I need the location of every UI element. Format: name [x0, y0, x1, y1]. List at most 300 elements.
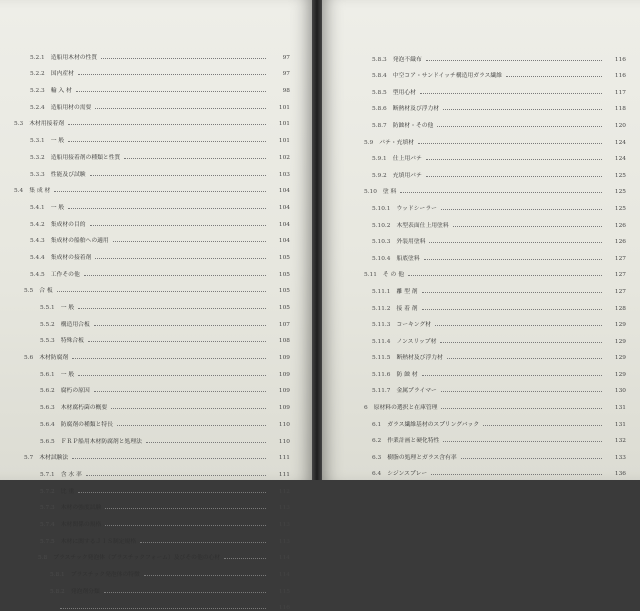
toc-entry-number: 5.7.1 [40, 471, 55, 478]
toc-leader-dots [78, 308, 266, 309]
toc-entry-number: 5.6.3 [40, 405, 55, 412]
toc-entry [0, 478, 312, 495]
toc-entry-page: 136 [614, 471, 626, 478]
toc-entry-page: 97 [282, 71, 290, 78]
toc-entry [0, 77, 312, 94]
toc-entry-title: 塗 料 [382, 189, 397, 196]
toc-entry-number: 5.4.2 [30, 221, 45, 228]
toc-entry [0, 528, 312, 545]
toc-entry-title: 一 般 [50, 138, 65, 145]
toc-entry [0, 111, 312, 128]
toc-entry-number: 5.2.3 [30, 88, 45, 95]
toc-entry-page: 97 [282, 54, 290, 61]
toc-entry-title: 充填用パテ [392, 172, 422, 179]
toc-entry-title: 離 型 剤 [396, 288, 418, 295]
toc-leader-dots [447, 358, 602, 359]
toc-entry-number: 5.9 [364, 139, 374, 146]
toc-entry [0, 127, 312, 144]
toc-leader-dots [90, 175, 266, 176]
toc-entry-title: 木型表面仕上用塗料 [396, 222, 449, 229]
toc-entry-title: 樹脂の処理とガラス含有率 [387, 454, 457, 461]
toc-entry-page: 113 [278, 505, 290, 512]
toc-entry-number: 5.7.2 [40, 488, 55, 495]
toc-leader-dots [440, 342, 602, 343]
toc-entry [322, 146, 640, 163]
toc-entry-page: 104 [278, 221, 290, 228]
toc-entry-page: 98 [282, 88, 290, 95]
toc-leader-dots [78, 74, 266, 75]
toc-entry [322, 328, 640, 345]
toc-entry-page: 118 [614, 106, 626, 113]
toc-entry [0, 144, 312, 161]
toc-leader-dots [101, 58, 266, 59]
toc-entry-page: 125 [614, 205, 626, 212]
toc-entry [322, 361, 640, 378]
book-gutter [312, 0, 322, 480]
toc-leader-dots [105, 525, 266, 526]
toc-entry-page: 125 [614, 189, 626, 196]
toc-entry-number: 5.7 [24, 455, 34, 462]
toc-entry-number: 5.5.2 [40, 321, 55, 328]
toc-leader-dots [422, 375, 602, 376]
toc-entry-page: 116 [614, 73, 626, 80]
toc-leader-dots [68, 141, 266, 142]
toc-entry-number: 5.2.4 [30, 104, 45, 111]
toc-entry [0, 411, 312, 428]
toc-entry-title: 木材試験法 [39, 455, 69, 462]
toc-entry-title: 集成材の目的 [50, 221, 86, 228]
toc-leader-dots [424, 259, 602, 260]
toc-entry-number: 5.6.2 [40, 388, 55, 395]
toc-entry-number: 5.8.5 [372, 89, 387, 96]
toc-leader-dots [224, 558, 266, 559]
toc-entry-number: 5.4 [14, 188, 24, 195]
toc-leader-dots [431, 474, 602, 475]
toc-entry [322, 378, 640, 395]
toc-entry-page: 109 [278, 355, 290, 362]
toc-entry-number: 5.9.2 [372, 172, 387, 179]
toc-entry [322, 394, 640, 411]
toc-leader-dots [78, 375, 266, 376]
toc-entry-title: 国内産材 [50, 71, 74, 78]
toc-entry [0, 378, 312, 395]
toc-entry-page: 116 [278, 605, 290, 611]
toc-entry-page: 107 [278, 321, 290, 328]
toc-entry-page: 127 [614, 255, 626, 262]
toc-entry-title: 仕上用パテ [392, 156, 422, 163]
toc-entry-page: 104 [278, 188, 290, 195]
toc-entry-title: 木材用接着剤 [29, 121, 65, 128]
toc-entry [0, 194, 312, 211]
toc-leader-dots [78, 492, 266, 493]
toc-entry-number: 5.9.1 [372, 156, 387, 163]
toc-entry-page: 101 [278, 138, 290, 145]
toc-entry [0, 211, 312, 228]
toc-leader-dots [483, 425, 602, 426]
toc-entry-number: 5.10 [364, 189, 377, 196]
toc-entry-title: ＦＲＰ船用木材防腐剤と処理法 [60, 438, 142, 445]
toc-entry-title: コーキング材 [396, 322, 432, 329]
toc-entry-title: 比 重 [60, 488, 75, 495]
toc-entry [322, 262, 640, 279]
toc-entry-page: 104 [278, 238, 290, 245]
toc-entry-page: 102 [278, 154, 290, 161]
toc-entry-number: 5.6.4 [40, 421, 55, 428]
toc-entry-title: 工作その他 [50, 271, 80, 278]
toc-entry-title: 外装用塗料 [396, 239, 426, 246]
toc-entry-number: 5.11.3 [372, 322, 391, 329]
toc-entry-page: 128 [614, 305, 626, 312]
toc-entry-title: 船底塗料 [396, 255, 420, 262]
toc-leader-dots [54, 191, 266, 192]
toc-leader-dots [144, 575, 266, 576]
toc-entry [0, 578, 312, 595]
toc-entry [0, 445, 312, 462]
left-toc-list [0, 44, 312, 611]
toc-entry [322, 179, 640, 196]
toc-entry-page: 104 [278, 204, 290, 211]
toc-leader-dots [441, 209, 602, 210]
toc-entry-number: 6.2 [372, 438, 382, 445]
toc-entry-number: 5.11.4 [372, 338, 391, 345]
toc-entry-page: 116 [614, 56, 626, 63]
toc-entry-page: 129 [614, 355, 626, 362]
toc-entry-title: 特殊合板 [60, 338, 84, 345]
toc-entry-title: 発泡剤分類 [70, 588, 100, 595]
toc-entry-title: ガラス繊維基材のスプリングバック [387, 421, 480, 428]
toc-entry-page: 109 [278, 405, 290, 412]
toc-entry-title: 造船用木材の性質 [50, 54, 98, 61]
toc-entry [0, 428, 312, 445]
toc-leader-dots [408, 275, 602, 276]
toc-entry-number: 6 [364, 405, 368, 412]
toc-leader-dots [400, 192, 602, 193]
toc-entry [0, 178, 312, 195]
toc-entry-number: 5.8.7 [372, 122, 387, 129]
toc-entry-page: 105 [278, 288, 290, 295]
toc-entry [322, 63, 640, 80]
toc-leader-dots [453, 226, 602, 227]
toc-entry-page: 113 [278, 521, 290, 528]
toc-entry-title: 断熱材及び浮力材 [396, 355, 443, 362]
toc-entry-page: 103 [278, 171, 290, 178]
toc-entry [322, 428, 640, 445]
toc-entry [322, 411, 640, 428]
toc-entry-title: ノンスリップ材 [396, 338, 437, 345]
toc-entry-title: 原材料の選択と在庫管理 [373, 405, 438, 412]
toc-entry-title: 集成材の接着剤 [50, 254, 92, 261]
toc-entry-page: 109 [278, 388, 290, 395]
toc-entry-page: 129 [614, 322, 626, 329]
toc-leader-dots [72, 358, 266, 359]
toc-entry [0, 361, 312, 378]
toc-entry-page: 130 [614, 388, 626, 395]
toc-leader-dots [94, 325, 266, 326]
toc-entry-page: 127 [614, 288, 626, 295]
toc-entry-number: 6.4 [372, 471, 382, 478]
toc-entry [322, 79, 640, 96]
toc-entry-page: 113 [278, 538, 290, 545]
toc-leader-dots [461, 458, 602, 459]
toc-entry-number: 5.3.2 [30, 154, 45, 161]
toc-entry-number: 5.3 [14, 121, 24, 128]
toc-leader-dots [60, 608, 266, 609]
toc-leader-dots [117, 425, 266, 426]
toc-entry-title: 木材の強度試験 [60, 505, 102, 512]
toc-leader-dots [443, 109, 602, 110]
toc-entry [0, 561, 312, 578]
toc-entry-title: 木材腐朽菌の概要 [60, 405, 108, 412]
toc-leader-dots [418, 143, 602, 144]
toc-entry-number: 5.5.3 [40, 338, 55, 345]
toc-entry [0, 94, 312, 111]
toc-entry-title: そ の 他 [382, 272, 404, 279]
toc-entry [0, 595, 312, 611]
toc-entry-page: 105 [278, 254, 290, 261]
toc-entry [0, 328, 312, 345]
left-page [0, 0, 312, 611]
toc-leader-dots [88, 341, 266, 342]
toc-entry [322, 129, 640, 146]
toc-entry [0, 545, 312, 562]
toc-entry-title: シジンスプレー [387, 471, 428, 478]
toc-entry [322, 112, 640, 129]
toc-leader-dots [72, 458, 266, 459]
toc-entry-title: 集 成 材 [29, 188, 51, 195]
toc-entry [0, 294, 312, 311]
toc-entry [0, 461, 312, 478]
toc-leader-dots [443, 441, 602, 442]
toc-leader-dots [105, 508, 266, 509]
toc-entry-number: 6.1 [372, 421, 382, 428]
toc-entry-page: 115 [278, 588, 290, 595]
toc-entry-page: 124 [614, 139, 626, 146]
toc-entry [0, 278, 312, 295]
toc-entry-number: 5.4.5 [30, 271, 45, 278]
toc-entry-number: 5.2.1 [30, 54, 45, 61]
toc-entry-number: 5.8.4 [372, 73, 387, 80]
toc-entry [322, 96, 640, 113]
toc-entry [0, 161, 312, 178]
toc-entry-title: 構造用合板 [60, 321, 90, 328]
toc-entry-title: 一 般 [50, 204, 65, 211]
toc-entry-title: 一 般 [60, 305, 75, 311]
toc-entry-number: 5.11.1 [372, 288, 391, 295]
toc-entry [322, 461, 640, 478]
toc-leader-dots [90, 225, 266, 226]
toc-entry-page: 101 [278, 121, 290, 128]
toc-entry-page: 114 [278, 555, 290, 562]
toc-entry-number: 5.7.4 [40, 521, 55, 528]
toc-entry-page: 126 [614, 239, 626, 246]
toc-entry-number: 5.11.5 [372, 355, 391, 362]
toc-entry-number: 5.11.7 [372, 388, 391, 395]
toc-entry [0, 394, 312, 411]
toc-entry-page: 131 [614, 405, 626, 412]
toc-leader-dots [441, 391, 602, 392]
toc-leader-dots [76, 91, 266, 92]
toc-entry-title: 腐朽の原因 [60, 388, 90, 395]
toc-entry-title: 輸 入 材 [50, 88, 72, 95]
toc-entry-page: 127 [614, 272, 626, 279]
toc-entry-page: 132 [614, 438, 626, 445]
toc-entry-number: 5.6.5 [40, 438, 55, 445]
toc-entry-page: 125 [614, 172, 626, 179]
toc-entry-page: 129 [614, 338, 626, 345]
toc-entry-title: プラスチック発泡体の特徴 [70, 572, 140, 578]
toc-entry-page: 111 [278, 455, 290, 462]
toc-leader-dots [124, 158, 266, 159]
toc-entry-number: 5.8.3 [372, 56, 387, 63]
toc-leader-dots [95, 108, 266, 109]
toc-leader-dots [57, 291, 266, 292]
toc-entry-number: 5.8.2 [50, 588, 65, 595]
toc-leader-dots [426, 159, 602, 160]
toc-entry [322, 229, 640, 246]
toc-entry-page: 105 [278, 271, 290, 278]
toc-entry-page: 112 [278, 488, 290, 495]
toc-entry-number: 5.5 [24, 288, 34, 295]
toc-entry-number: 5.6.1 [40, 371, 55, 378]
toc-entry-page: 110 [278, 421, 290, 428]
toc-leader-dots [506, 76, 602, 77]
toc-entry [322, 444, 640, 461]
toc-entry-page: 120 [614, 122, 626, 129]
toc-entry [0, 344, 312, 361]
toc-entry-number: 5.4.3 [30, 238, 45, 245]
toc-entry-number: 5.10.2 [372, 222, 391, 229]
toc-entry [0, 311, 312, 328]
toc-leader-dots [94, 391, 266, 392]
toc-leader-dots [435, 325, 602, 326]
toc-entry [322, 245, 640, 262]
toc-entry [322, 195, 640, 212]
toc-entry-page: 129 [614, 371, 626, 378]
toc-entry-number: 5.10.4 [372, 255, 391, 262]
toc-entry-title: 金属プライマー [396, 388, 437, 395]
toc-leader-dots [426, 176, 602, 177]
toc-leader-dots [420, 93, 602, 94]
toc-entry-number: 5.3.3 [30, 171, 45, 178]
toc-entry-title: 断熱材及び浮力材 [392, 106, 440, 113]
toc-entry [0, 261, 312, 278]
toc-entry-number: 5.11.2 [372, 305, 391, 312]
toc-entry-number: 5.10.1 [372, 205, 391, 212]
toc-entry-number: 5.7.3 [40, 505, 55, 512]
toc-entry-title: 中空コア・サンドイッチ構造用ガラス繊維 [392, 73, 503, 80]
toc-leader-dots [84, 275, 266, 276]
toc-entry-number: 5.7.5 [40, 538, 55, 545]
toc-entry-page: 111 [278, 471, 290, 478]
toc-entry-title: 集成材の船舶への適用 [50, 238, 109, 245]
toc-entry-title: 接 着 剤 [396, 305, 418, 312]
toc-leader-dots [104, 592, 266, 593]
toc-entry-page: 110 [278, 438, 290, 445]
toc-leader-dots [429, 242, 602, 243]
toc-entry-page: 124 [614, 156, 626, 163]
toc-leader-dots [111, 408, 266, 409]
toc-leader-dots [113, 241, 266, 242]
toc-entry-title: プラスチック発泡体（プラスチックフォーム）及びその他の心材 [53, 555, 221, 562]
toc-entry-title: 合 板 [39, 288, 53, 295]
right-toc-list [322, 46, 640, 477]
toc-entry [322, 295, 640, 312]
toc-entry-page: 101 [278, 104, 290, 111]
toc-entry-title: 木材防腐剤 [39, 355, 69, 362]
toc-entry-page: 117 [614, 89, 626, 96]
toc-leader-dots [146, 442, 266, 443]
toc-leader-dots [422, 292, 602, 293]
toc-entry [322, 278, 640, 295]
toc-entry-number: 5.11.6 [372, 371, 391, 378]
right-page [322, 0, 640, 480]
toc-entry [0, 61, 312, 78]
toc-entry [0, 244, 312, 261]
toc-entry [0, 44, 312, 61]
toc-entry-title: 防腐剤の種類と特長 [60, 421, 113, 428]
toc-entry-number: 5.4.1 [30, 204, 45, 211]
toc-entry-title: 作業計画と硬化特性 [387, 438, 440, 445]
toc-entry-title: 一 般 [60, 371, 75, 378]
toc-entry-number: 5.11 [364, 272, 377, 279]
toc-entry-number: 5.8.1 [50, 572, 65, 578]
toc-entry-number: 5.2.2 [30, 71, 45, 78]
toc-entry-page: 114 [278, 572, 290, 578]
toc-entry-title: 木材に関するＪＩＳ制定規格 [60, 538, 137, 545]
toc-entry-page: 109 [278, 371, 290, 378]
toc-leader-dots [68, 124, 266, 125]
toc-entry [0, 511, 312, 528]
toc-entry-title: 造船用材の需要 [50, 104, 92, 111]
toc-entry-number: 5.6 [24, 355, 34, 362]
toc-entry-page: 126 [614, 222, 626, 229]
toc-entry [322, 312, 640, 329]
toc-entry-number: 5.5.1 [40, 305, 55, 311]
toc-entry-title: 防 蝕 材 [396, 371, 418, 378]
toc-entry [0, 228, 312, 245]
toc-entry-number: 5.8 [38, 555, 48, 562]
toc-entry-number: 5.10.3 [372, 239, 391, 246]
toc-entry-title: 含 水 率 [60, 471, 82, 478]
toc-entry [322, 212, 640, 229]
toc-entry-title: 造船用接着剤の種類と性質 [50, 154, 121, 161]
toc-leader-dots [95, 258, 266, 259]
toc-entry [322, 345, 640, 362]
toc-entry-number: 5.8.6 [372, 106, 387, 113]
toc-leader-dots [140, 542, 266, 543]
toc-leader-dots [426, 60, 602, 61]
toc-entry-number: 6.3 [372, 454, 382, 461]
toc-entry [0, 495, 312, 512]
toc-entry [322, 162, 640, 179]
toc-entry-title: 木材関係の規格 [60, 521, 102, 528]
toc-entry-title: 防蝕材・その他 [392, 122, 434, 129]
toc-entry-page: 131 [614, 421, 626, 428]
toc-entry-title: 型用心材 [392, 89, 416, 96]
toc-leader-dots [86, 475, 266, 476]
toc-entry-title: パテ・充填材 [379, 139, 415, 146]
toc-entry-title: 性能及び試験 [50, 171, 86, 178]
toc-leader-dots [437, 126, 602, 127]
toc-leader-dots [68, 208, 266, 209]
toc-entry-number: 5.4.4 [30, 254, 45, 261]
toc-leader-dots [441, 408, 602, 409]
toc-entry-title: 発泡不織布 [392, 56, 422, 63]
toc-entry-page: 105 [278, 305, 290, 311]
toc-entry-number: 5.3.1 [30, 138, 45, 145]
toc-leader-dots [422, 309, 602, 310]
toc-entry-page: 108 [278, 338, 290, 345]
